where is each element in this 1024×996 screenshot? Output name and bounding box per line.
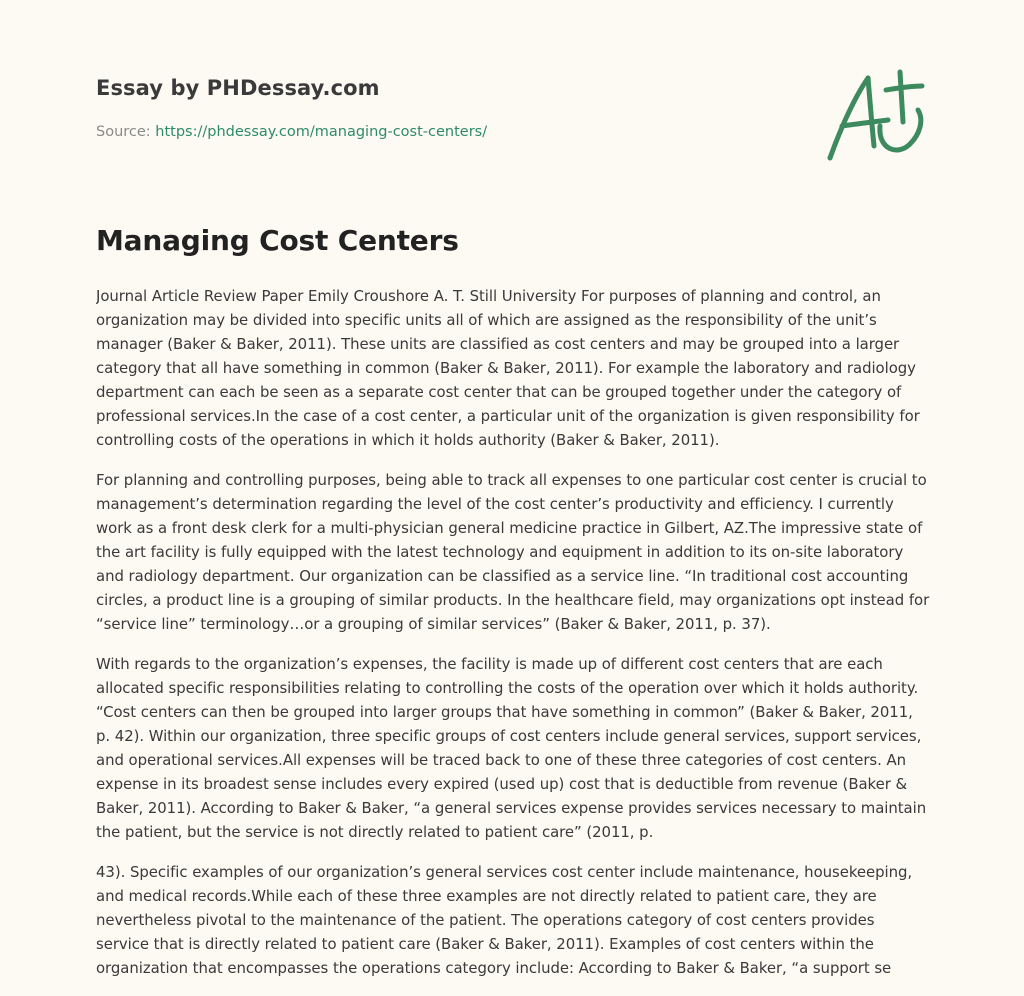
paragraph: With regards to the organization’s expenses, the facility is made up of different cost centers that are each allocated specific responsibilities relating to controlling the costs of the operation over which it holds authority. “Cost centers can then be grouped into larger groups that have something in common” (Baker & Baker, 2011, p. 42). Within our organization, three specific groups of cost centers include general services, support services, and operational services.All expenses will be traced back to one of these three categories of cost centers. An expense in its broadest sense includes every expired (used up) cost that is deductible from revenue (Baker & Baker, 2011). According to Baker & Baker, “a general services expense provides services necessary to maintain the patient, but the service is not directly related to patient care” (2011, p. bbox=[96, 655, 927, 841]
paragraph: Journal Article Review Paper Emily Croushore A. T. Still University For purposes of planning and control, an organization may be divided into specific units all of which are assigned as the responsibility of the unit’s manager (Baker & Baker, 2011). These units are classified as cost centers and may be grouped into a larger category that all have something in common (Baker & Baker, 2011). For example the laboratory and radiology department can each be seen as a separate cost center that can be grouped together under the category of professional services.In the case of a cost center, a particular unit of the organization is given responsibility for controlling costs of the operations in which it holds authority (Baker & Baker, 2011). bbox=[96, 287, 920, 449]
source-label: Source: bbox=[96, 124, 151, 140]
a-plus-icon bbox=[822, 68, 932, 164]
source-link[interactable]: https://phdessay.com/managing-cost-centers/ bbox=[155, 124, 488, 140]
brand-heading: Essay by PHDessay.com bbox=[96, 76, 380, 100]
source-line bbox=[96, 124, 487, 140]
paragraph: For planning and controlling purposes, being able to track all expenses to one particular cost center is crucial to management’s determination regarding the level of the cost center’s productivity and efficiency. I currently work as a front desk clerk for a multi-physician general medicine practice in Gilbert, AZ.The impressive state of the art facility is fully equipped with the latest technology and equipment in addition to its on-site laboratory and radiology department. Our organization can be classified as a service line. “In traditional cost accounting circles, a product line is a grouping of similar products. In the healthcare field, may organizations opt instead for “service line” terminology…or a grouping of similar services” (Baker & Baker, 2011, p. 37). bbox=[96, 471, 930, 633]
paragraph: 43). Specific examples of our organization’s general services cost center include maintenance, housekeeping, and medical records.While each of these three examples are not directly related to patient care, they are nevertheless pivotal to the maintenance of the patient. The operations category of cost centers provides service that is directly related to patient care (Baker & Baker, 2011). Examples of cost centers within the organization that encompasses the operations category include: According to Baker & Baker, “a support se bbox=[96, 863, 913, 977]
article-title: Managing Cost Centers bbox=[96, 224, 459, 257]
article-body bbox=[96, 284, 931, 984]
